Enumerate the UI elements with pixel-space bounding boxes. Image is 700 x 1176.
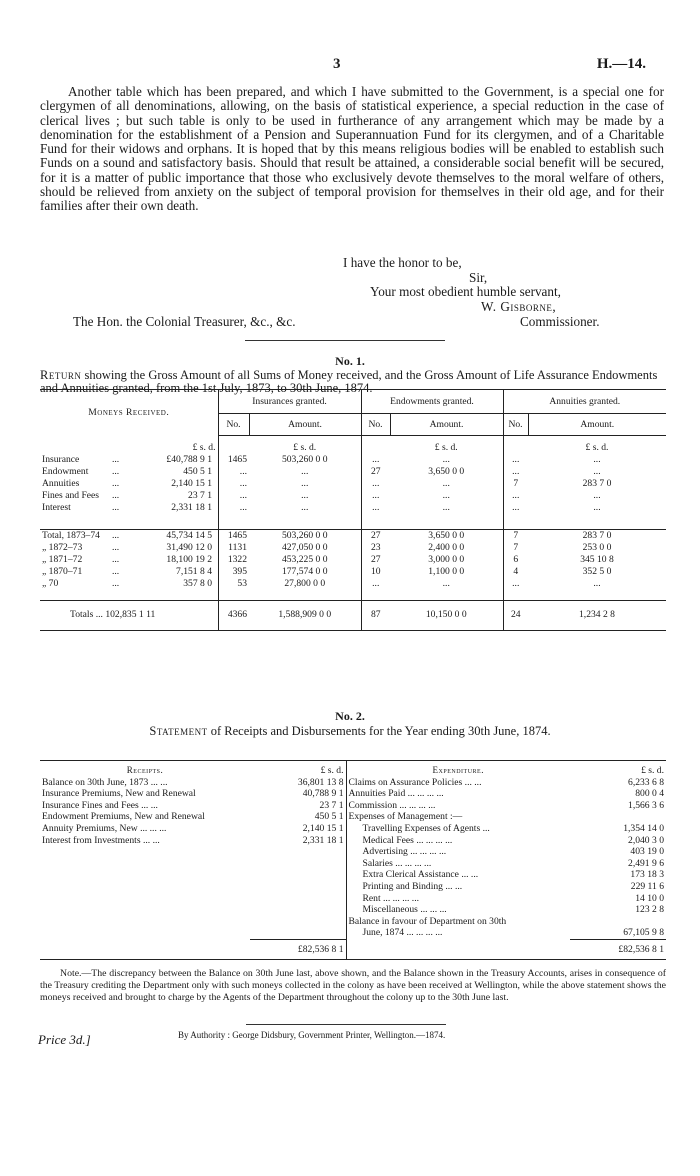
totals-end-amount: 10,150 0 0 [425,609,467,620]
item-label: Claims on Assurance Policies ... ... [348,776,482,788]
ins-amount: ... [301,477,309,489]
return-table [40,389,666,631]
list-item [347,881,667,893]
ins-no: ... [218,490,249,502]
list-item [40,788,346,800]
receipts-total: £82,536 8 1 [250,939,346,959]
ann-amount: 283 7 0 [582,530,612,541]
list-item [347,835,667,847]
item-label: Insurance Fines and Fees ... ... [42,799,158,811]
closing-line: I have the honor to be, [343,255,462,270]
annuities-header: Annuities granted. [503,390,666,414]
letter-body: Another table which has been prepared, and which I have submitted to the Government, is a special one for clergymen of all denominations, allowing, on the basis of statistical experience, a special reduction in the case of clerical lives ; but such table is only to be used in furtherance of any arrangement which may be made by a denomination for the establishment of a Pension and Superannuation Fund for its clergymen, and of a Charitable Fund for their widows and orphans. It is hoped that by this means religious bodies will be enabled to establish such Funds on a sound and satisfactory basis. Should that result be attained, a considerable social benefit will be secured, for it is a matter of public importance that those who exclusively devote themselves to the moral welfare of others, should be relieved from anxiety on the subject of temporal provision for themselves in their old age, and for their families after their own death. [40,84,664,214]
item-label: Extra Clerical Assistance ... ... [362,869,479,881]
ann-no: ... [503,578,528,590]
list-item [347,823,667,835]
end-no: 23 [361,542,390,554]
row-label: Fines and Fees [42,489,100,501]
money-received: 45,734 14 5 [166,530,212,541]
ann-no: ... [503,454,528,466]
money-received: 450 5 1 [183,465,212,477]
item-label: Salaries ... ... ... ... [362,857,432,869]
item-amount: 40,788 9 1 [302,788,344,800]
money-received: 2,140 15 1 [171,477,212,489]
label-cell [40,454,218,466]
list-item [347,927,667,939]
ann-no: ... [503,502,528,514]
label-cell [40,554,218,566]
label-cell [40,578,218,590]
item-amount: 2,491 9 6 [628,857,664,869]
ins-amount: 427,050 0 0 [281,542,328,553]
ann-no: 6 [503,554,528,566]
row-dots: ... [112,530,120,541]
ins-no: 395 [218,566,249,578]
row-dots: ... [112,542,120,553]
item-label: Commission ... ... ... ... [348,799,436,811]
price: Price 3d.] [38,1032,91,1047]
row-dots: ... [112,578,120,589]
money-received: 31,490 12 0 [166,542,212,553]
row-dots: ... [112,453,120,465]
ann-amount: ... [593,501,601,513]
ann-no: 4 [503,566,528,578]
unit-row: £ s. d. [585,441,609,453]
row-dots: ... [112,501,120,513]
ins-amount: 27,800 0 0 [284,578,326,589]
closing-salutation: Sir, [469,270,488,285]
item-amount: 2,140 15 1 [302,822,344,834]
item-label: Interest from Investments ... ... [42,834,160,846]
item-label: Advertising ... ... ... ... [362,846,447,858]
table2-caption [0,724,700,739]
end-no: 27 [361,554,390,566]
ann-no: 7 [503,478,528,490]
list-item [347,846,667,858]
item-label: Balance on 30th June, 1873 ... ... [42,776,168,788]
ins-amount: 453,225 0 0 [281,554,328,565]
label-cell [40,490,218,502]
ins-no: 1465 [218,454,249,466]
list-item [40,823,346,835]
ins-no: 1131 [218,542,249,554]
ann-no: 7 [503,542,528,554]
table-row [40,490,666,502]
end-no: 27 [361,530,390,543]
row-label: Interest [42,501,71,513]
row-label: Endowment [42,465,89,477]
table-row [40,566,666,578]
row-label: „ 1870–71 [42,566,83,577]
label-cell [40,466,218,478]
statement-table [40,760,666,960]
end-amount: 3,650 0 0 [428,530,465,541]
end-amount: ... [442,489,450,501]
item-amount: 67,105 9 8 [623,927,664,939]
item-label: Annuity Premiums, New ... ... ... [42,822,167,834]
ann-amount: 283 7 0 [582,477,612,489]
ann-amount: 253 0 0 [582,542,612,553]
item-amount: 2,331 18 1 [302,834,344,846]
unit-row: £ s. d. [434,441,458,453]
closing-servant: Your most obedient humble servant, [370,284,561,299]
end-no-header: No. [361,414,390,436]
ins-no: ... [218,466,249,478]
item-label: Travelling Expenses of Agents ... [362,822,490,834]
item-amount: 1,354 14 0 [623,822,664,834]
end-amount: 3,000 0 0 [428,554,465,565]
end-no: ... [361,578,390,590]
ann-no-header: No. [503,414,528,436]
table-row [40,502,666,514]
list-item [40,835,346,847]
item-label: Annuities Paid ... ... ... ... [348,788,444,800]
list-item [40,777,346,789]
ins-no: ... [218,502,249,514]
money-received: 357 8 0 [183,578,212,589]
end-amount: 2,400 0 0 [428,542,465,553]
ins-amount: ... [301,489,309,501]
ins-amount: 503,260 0 0 [281,530,328,541]
table-row [40,578,666,590]
item-amount: 14 10 0 [635,892,664,904]
list-item [347,904,667,916]
end-no: 10 [361,566,390,578]
ins-no: 1465 [218,530,249,543]
totals-ins-amount: 1,588,909 0 0 [278,609,332,620]
expenditure-total: £82,536 8 1 [570,939,666,959]
list-item [40,811,346,823]
ins-amount-header: Amount. [249,414,361,436]
end-no: ... [361,490,390,502]
item-amount [566,811,666,823]
label-cell [40,566,218,578]
list-item [347,869,667,881]
ann-no: ... [503,490,528,502]
row-dots: ... [112,465,120,477]
list-item [347,788,667,800]
item-label: Endowment Premiums, New and Renewal [42,811,205,823]
ann-amount: ... [593,578,601,589]
note-paragraph: Note.—The discrepancy between the Balance on 30th June last, above shown, and the Balance shown in the Treasury Accounts, arises in consequence of the Treasury crediting the Department only with such moneys collected in the colony as have been received at Wellington, while the above statement shows the moneys received and brought to charge by the Agents of the Department throughout the colony up to the 30th June last. [40,968,666,1003]
item-label: Insurance Premiums, New and Renewal [42,788,196,800]
end-amount: 1,100 0 0 [428,566,465,577]
row-dots: ... [112,477,120,489]
signature: W. Gisborne, [481,299,557,314]
section-divider [245,340,445,341]
row-label: Total, 1873–74 [42,530,100,541]
item-amount: 229 11 6 [630,880,664,892]
table-row [40,530,666,543]
label-cell [40,478,218,490]
list-item [347,916,667,928]
table-row [40,478,666,490]
end-no: ... [361,502,390,514]
endowments-header: Endowments granted. [361,390,503,414]
ins-no-header: No. [218,414,249,436]
table2-number: No. 2. [335,709,365,723]
page-number: 3 [333,56,341,72]
ins-amount: 177,574 0 0 [281,566,328,577]
imprint: By Authority : George Didsbury, Government Printer, Wellington.—1874. [178,1030,446,1040]
money-received: 2,331 18 1 [171,501,212,513]
item-amount: 23 7 1 [319,799,344,811]
insurances-header: Insurances granted. [218,390,361,414]
item-amount: 123 2 8 [635,904,664,916]
expenditure-header: Expenditure. [346,761,570,777]
list-item [347,893,667,905]
item-label: Medical Fees ... ... ... ... [362,834,453,846]
totals-label: Totals ... 102,835 1 11 [70,609,156,620]
ann-amount: 352 5 0 [582,566,612,577]
table1-caption-lead: Return [40,368,82,382]
totals-end-no: 87 [361,600,390,630]
list-item [347,800,667,812]
end-amount: ... [442,501,450,513]
item-label: Printing and Binding ... ... [362,880,463,892]
list-item [347,858,667,870]
moneys-received-header: Moneys Received. [40,390,218,436]
row-label: „ 1872–73 [42,542,83,553]
ins-no: ... [218,478,249,490]
end-amount: ... [442,477,450,489]
ins-no: 53 [218,578,249,590]
totals-ann-amount: 1,234 2 8 [579,609,615,620]
item-amount [566,916,666,928]
end-amount: 3,650 0 0 [428,465,465,477]
row-dots: ... [112,554,120,565]
end-amount-header: Amount. [390,414,503,436]
table1-number: No. 1. [335,354,365,368]
list-item [347,777,667,789]
receipts-unit: £ s. d. [320,765,344,776]
row-label: „ 70 [42,578,59,589]
row-dots: ... [112,566,120,577]
totals-ins-no: 4366 [218,600,249,630]
item-amount: 403 19 0 [630,846,664,858]
unit-row: £ s. d. [293,441,317,453]
totals-ann-no: 24 [503,600,528,630]
table-row [40,554,666,566]
unit-row: £ s. d. [192,441,216,453]
end-no: ... [361,454,390,466]
ins-amount: 503,260 0 0 [281,453,328,465]
item-label: Expenses of Management :— [348,811,463,823]
end-amount: ... [442,578,450,589]
ins-no: 1322 [218,554,249,566]
item-label: Balance in favour of Department on 30th [348,915,507,927]
row-label: Insurance [42,453,80,465]
ann-amount: ... [593,489,601,501]
table-row [40,454,666,466]
imprint-rule [246,1024,446,1025]
row-label: Annuities [42,477,80,489]
end-no: ... [361,478,390,490]
item-label: Rent ... ... ... ... [362,892,419,904]
item-amount: 36,801 13 8 [297,776,344,788]
money-received: £40,788 9 1 [166,453,212,465]
item-amount: 800 0 4 [635,788,664,800]
label-cell [40,542,218,554]
row-label: „ 1871–72 [42,554,83,565]
expenditure-unit: £ s. d. [641,765,664,776]
table1-caption-text: showing the Gross Amount of all Sums of Money received, and the Gross Amount of Life Assurance Endowments and Annuities granted, from the 1st July, 1873, to 30th June, 1874. [40,368,658,395]
ins-amount: ... [301,465,309,477]
table2-caption-text: of Receipts and Disbursements for the Year ending 30th June, 1874. [207,724,551,738]
money-received: 7,151 8 4 [176,566,212,577]
item-amount: 1,566 3 6 [628,799,664,811]
item-amount: 450 5 1 [314,811,344,823]
addressee: The Hon. the Colonial Treasurer, &c., &c. [73,314,296,329]
ins-amount: ... [301,501,309,513]
ann-no: ... [503,466,528,478]
table-row [40,542,666,554]
item-amount: 2,040 3 0 [628,834,664,846]
row-dots: ... [112,489,120,501]
list-item [347,811,667,823]
document-reference: H.—14. [596,56,646,72]
list-item [40,800,346,812]
table2-caption-lead: Statement [149,724,208,738]
end-no: 27 [361,466,390,478]
ann-amount: 345 10 8 [580,554,614,565]
receipts-header: Receipts. [126,765,164,775]
ann-amount: ... [593,453,601,465]
item-amount: 173 18 3 [630,869,664,881]
expenditure-list [347,777,667,939]
receipts-list [40,777,346,847]
item-label: Miscellaneous ... ... ... [362,904,447,916]
ann-no: 7 [503,530,528,543]
item-label: June, 1874 ... ... ... ... [362,927,443,939]
money-received: 18,100 19 2 [166,554,212,565]
ann-amount: ... [593,465,601,477]
label-cell [40,502,218,514]
table-row [40,466,666,478]
end-amount: ... [442,453,450,465]
money-received: 23 7 1 [188,489,212,501]
ann-amount-header: Amount. [528,414,666,436]
signatory-title: Commissioner. [520,314,600,329]
label-cell [40,530,218,543]
item-amount: 6,233 6 8 [628,776,664,788]
